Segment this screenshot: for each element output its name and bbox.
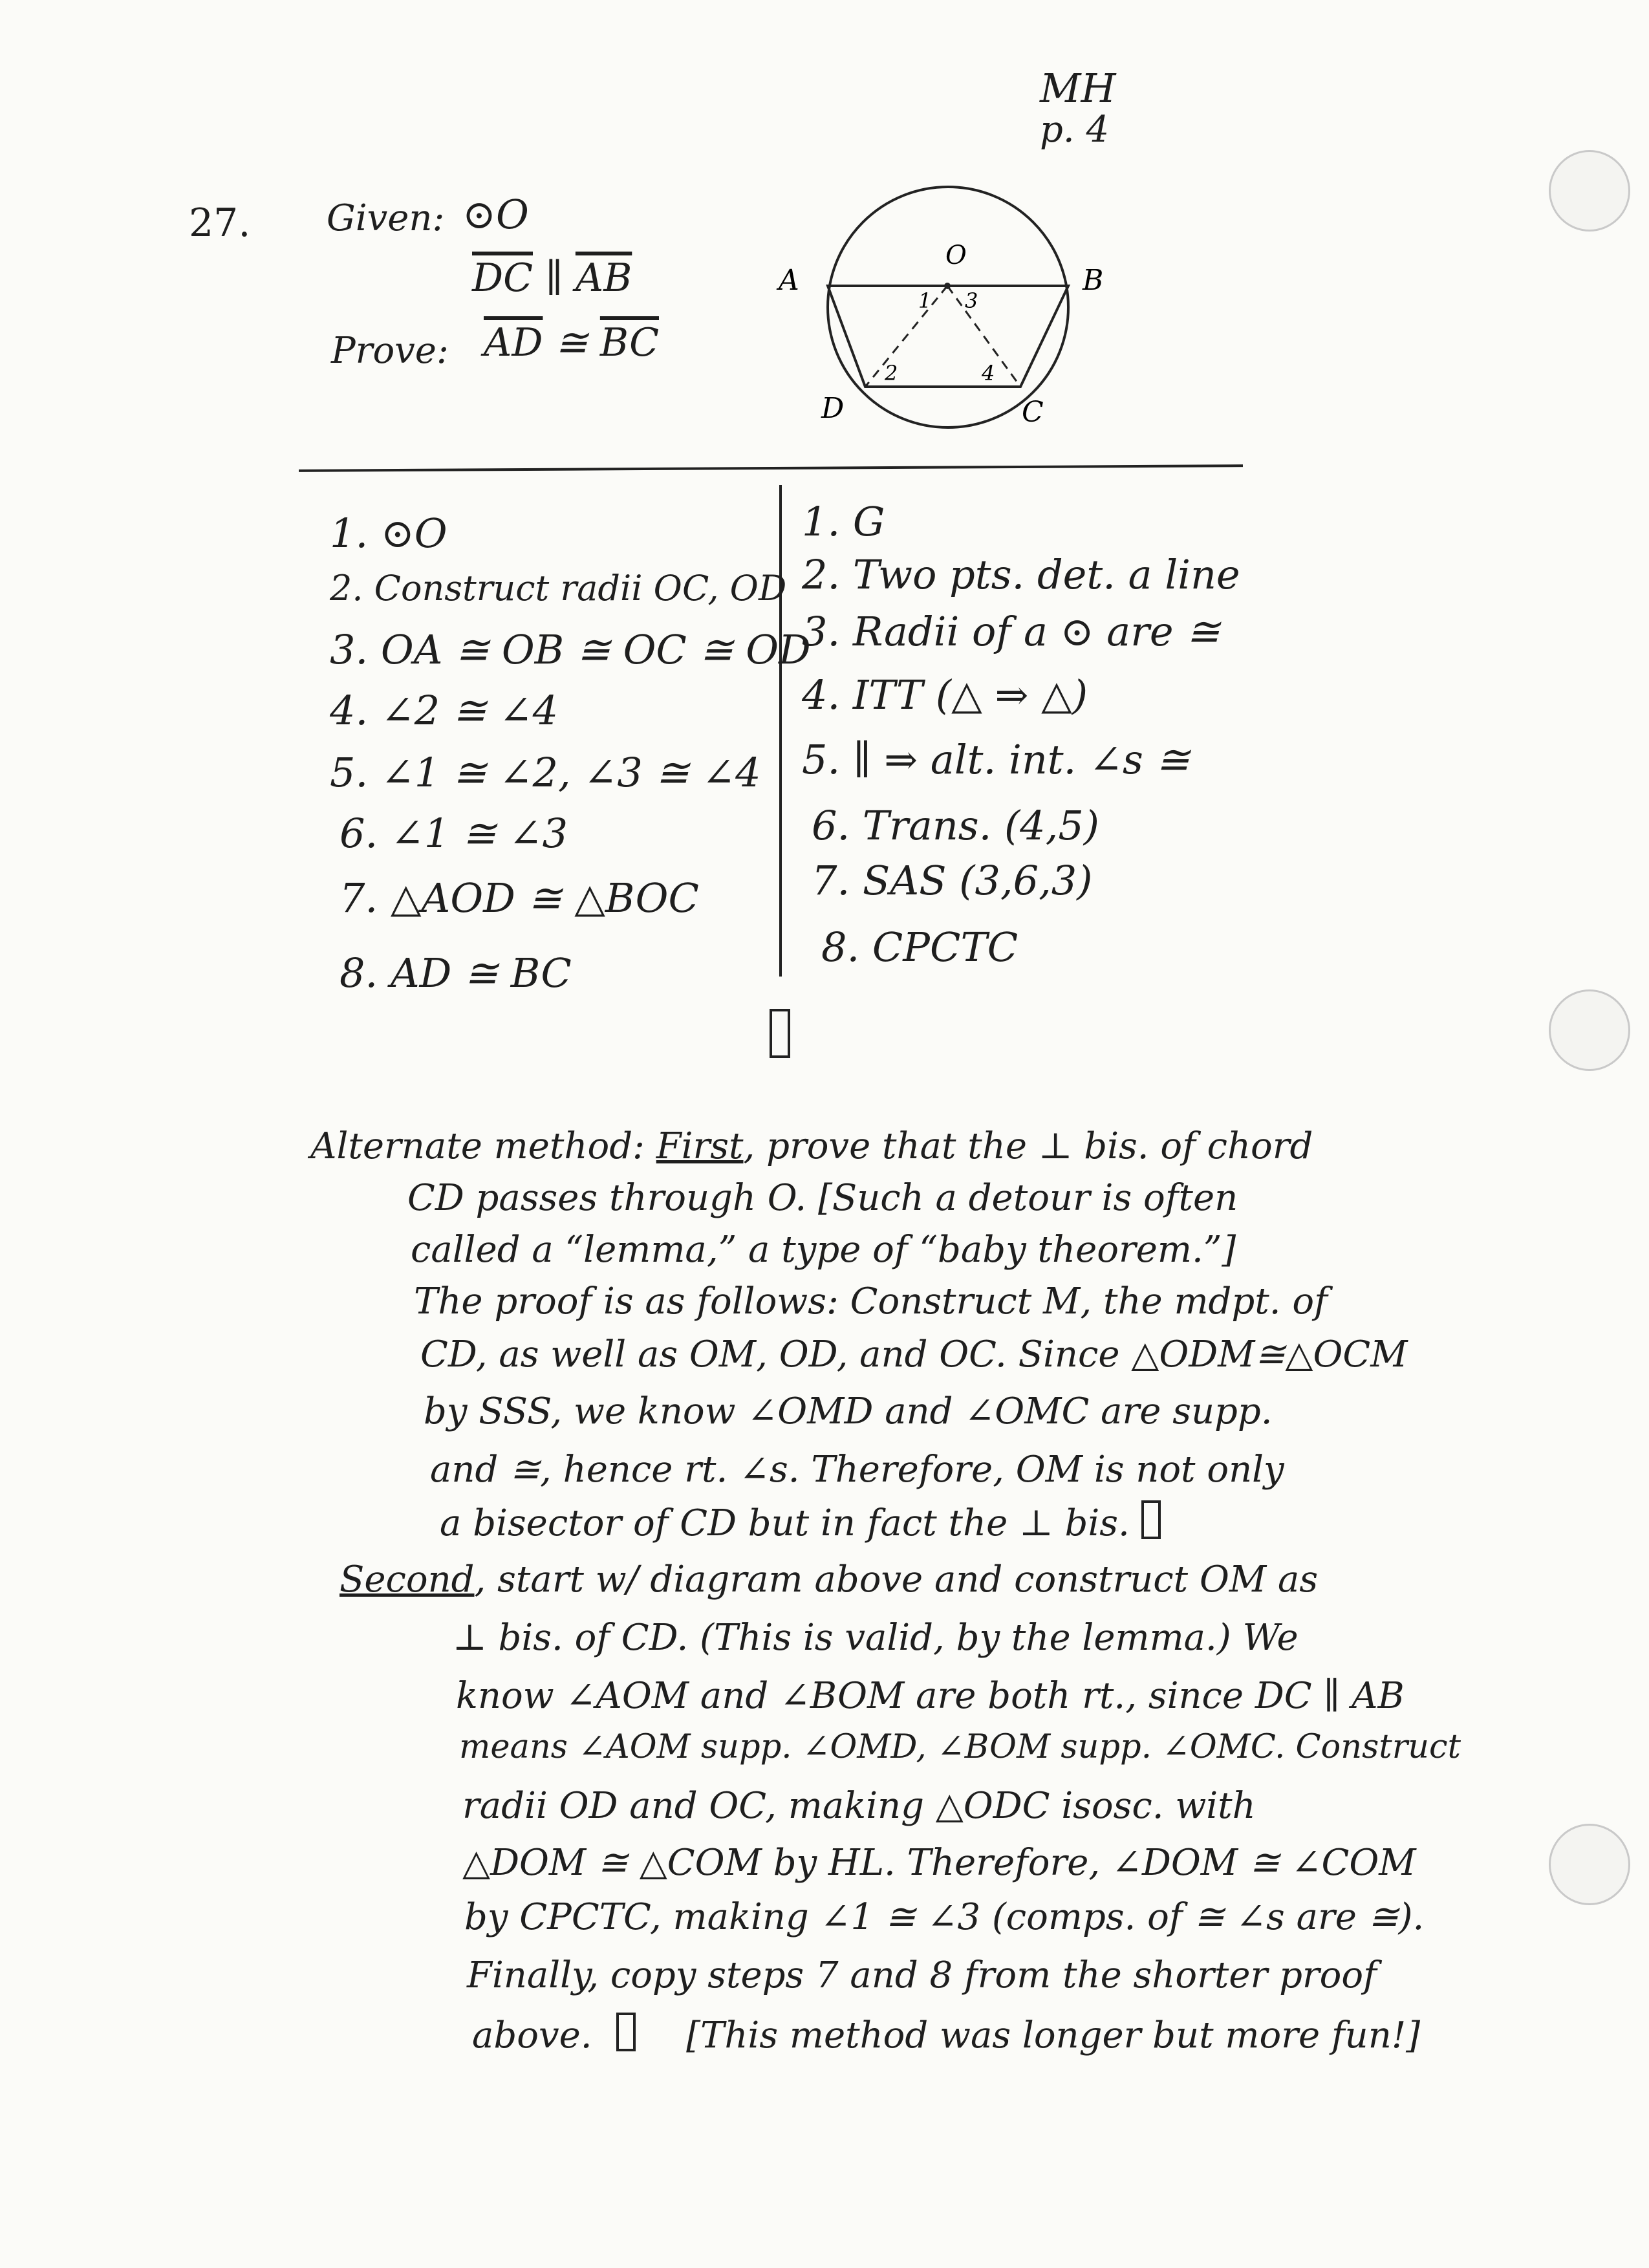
statement-7: 7. △AOD ≅ △BOC xyxy=(339,874,699,922)
statement-4: 4. ∠2 ≅ ∠4 xyxy=(330,687,559,734)
segment-dc: $\overline{DC}$ xyxy=(472,255,534,301)
reason-3: 3. Radii of a ⊙ are ≅ xyxy=(802,608,1220,655)
first-word: First xyxy=(656,1125,744,1167)
segment-bc: $\overline{BC}$ xyxy=(599,320,659,365)
angle-1: 1 xyxy=(918,288,932,313)
alternate-line-6: by SSS, we know ∠OMD and ∠OMC are supp. xyxy=(424,1390,1273,1432)
radius-od xyxy=(865,286,947,387)
second-line-2: ⊥ bis. of CD. (This is valid, by the lemma.) We xyxy=(453,1617,1299,1659)
label-o: O xyxy=(945,241,967,270)
angle-4: 4 xyxy=(982,361,995,385)
reason-6: 6. Trans. (4,5) xyxy=(812,802,1099,849)
alternate-line-8 xyxy=(440,1500,1161,1544)
proof-horizontal-rule xyxy=(299,464,1243,472)
second-line-1-text: , start w/ diagram above and construct OM as xyxy=(474,1559,1319,1601)
second-line-1 xyxy=(339,1559,1318,1601)
statement-2: 2. Construct radii OC, OD xyxy=(330,568,787,609)
given-circle: ⊙O xyxy=(462,191,529,238)
alternate-line-3: called a “lemma,” a type of “baby theorem.”] xyxy=(411,1229,1236,1271)
second-line-3: know ∠AOM and ∠BOM are both rt., since DC ∥ AB xyxy=(456,1675,1405,1717)
reason-1: 1. G xyxy=(802,498,885,545)
alternate-line-1-text: , prove that the ⊥ bis. of chord xyxy=(743,1125,1313,1167)
second-line-8: Finally, copy steps 7 and 8 from the shorter proof xyxy=(467,1954,1377,1996)
alternate-line-5: CD, as well as OM, OD, and OC. Since △ODM≅△OCM xyxy=(420,1334,1408,1376)
given-parallel xyxy=(472,255,632,301)
prove-label: Prove: xyxy=(331,330,449,372)
alternate-line-8-text: a bisector of CD but in fact the ⊥ bis. xyxy=(440,1502,1130,1544)
parallel-symbol: ∥ xyxy=(533,255,576,301)
label-b: B xyxy=(1083,264,1104,297)
alternate-line-7: and ≅, hence rt. ∠s. Therefore, OM is not only xyxy=(430,1449,1284,1491)
circle-diagram xyxy=(763,175,1125,440)
reason-8: 8. CPCTC xyxy=(821,923,1018,971)
prove-statement xyxy=(484,320,659,365)
circle-o xyxy=(828,187,1068,427)
label-a: A xyxy=(779,264,799,297)
problem-number: 27. xyxy=(189,200,251,246)
alternate-line-2: CD passes through O. [Such a detour is often xyxy=(407,1177,1238,1219)
segment-ab: $\overline{AB}$ xyxy=(575,255,632,301)
closing-note: [This method was longer but more fun!] xyxy=(686,2014,1421,2057)
reason-5: 5. ∥ ⇒ alt. int. ∠s ≅ xyxy=(802,736,1190,783)
trapezoid xyxy=(828,286,1068,387)
statement-8: 8. AD ≅ BC xyxy=(339,949,572,997)
congruent-symbol: ≅ xyxy=(543,320,600,365)
alternate-label: Alternate method: xyxy=(310,1125,645,1167)
second-line-5: radii OD and OC, making △ODC isosc. with xyxy=(462,1785,1256,1827)
second-line-9 xyxy=(472,2013,1420,2057)
reason-2: 2. Two pts. det. a line xyxy=(802,551,1240,598)
second-line-7: by CPCTC, making ∠1 ≅ ∠3 (comps. of ≅ ∠s are ≅). xyxy=(464,1896,1425,1938)
header-page: p. 4 xyxy=(1040,109,1110,151)
binder-hole-bottom xyxy=(1549,1824,1630,1905)
angle-2: 2 xyxy=(885,361,898,385)
given-label: Given: xyxy=(327,197,445,239)
label-c: C xyxy=(1022,396,1044,429)
second-line-6: △DOM ≅ △COM by HL. Therefore, ∠DOM ≅ ∠COM xyxy=(462,1842,1416,1884)
second-line-9-text: above. xyxy=(472,2014,592,2057)
segment-ad: $\overline{AD}$ xyxy=(484,320,543,365)
alternate-line-4: The proof is as follows: Construct M, the mdpt. of xyxy=(414,1280,1328,1323)
statement-6: 6. ∠1 ≅ ∠3 xyxy=(339,810,568,857)
binder-hole-middle xyxy=(1549,989,1630,1071)
header-initials: MH xyxy=(1040,65,1116,112)
proof-vertical-rule xyxy=(779,485,782,977)
second-word: Second xyxy=(339,1559,475,1601)
center-point xyxy=(944,283,951,289)
binder-hole-top xyxy=(1549,150,1630,232)
statement-3: 3. OA ≅ OB ≅ OC ≅ OD xyxy=(330,626,811,673)
alternate-line-1 xyxy=(310,1125,1313,1167)
reason-7: 7. SAS (3,6,3) xyxy=(812,857,1093,904)
angle-3: 3 xyxy=(965,288,978,313)
qed-box xyxy=(770,1009,790,1058)
reason-4: 4. ITT (△ ⇒ △) xyxy=(802,671,1088,718)
lemma-qed-box xyxy=(1141,1500,1161,1539)
second-line-4: means ∠AOM supp. ∠OMD, ∠BOM supp. ∠OMC. Construct xyxy=(459,1728,1461,1766)
label-d: D xyxy=(821,392,845,425)
statement-1: 1. ⊙O xyxy=(330,510,447,557)
statement-5: 5. ∠1 ≅ ∠2, ∠3 ≅ ∠4 xyxy=(330,749,761,796)
final-qed-box xyxy=(616,2013,636,2051)
